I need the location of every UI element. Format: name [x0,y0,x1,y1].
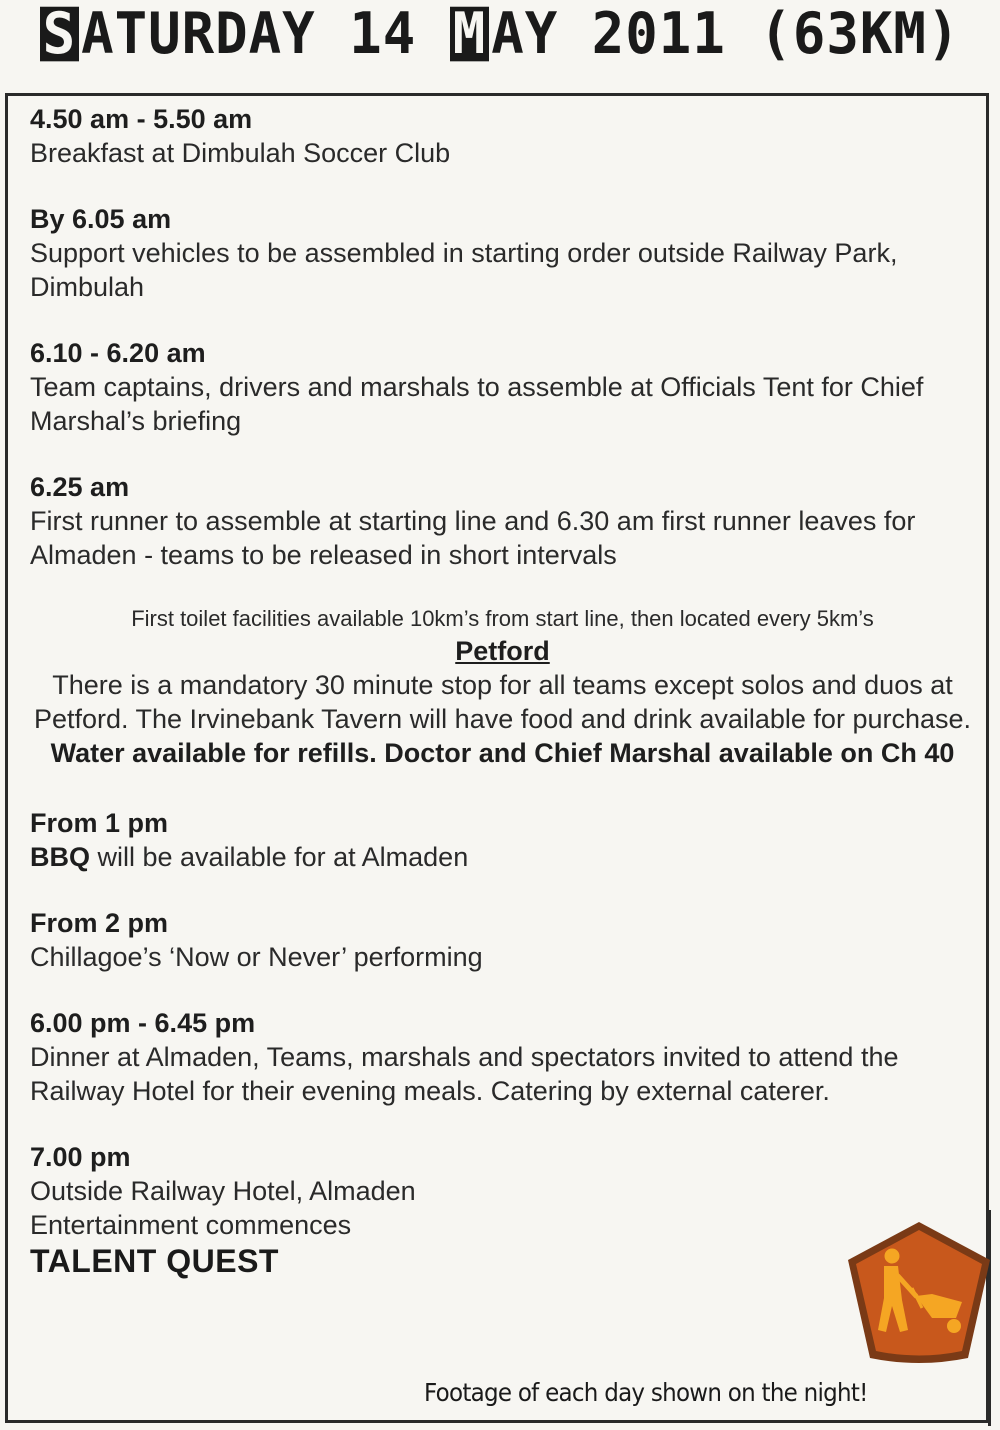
entry-desc: Dinner at Almaden, Teams, marshals and spectators invited to attend the Railway Hotel for their evening meals. Catering by external caterer. [30,1042,899,1106]
schedule-entry-dinner [30,1006,975,1108]
schedule-entry-evening [30,1140,975,1280]
schedule-entry-briefing [30,336,975,438]
petford-info: There is a mandatory 30 minute stop for all teams except solos and duos at Petford. The Irvinebank Tavern will have food and drink available for purchase. [33,670,972,734]
title-text-1: ATURDAY 14 [81,0,450,67]
talent-quest-heading: TALENT QUEST [30,1243,279,1279]
toilet-notice: First toilet facilities available 10km’s from start line, then located every 5km’s [131,606,874,631]
schedule-entry-breakfast [30,102,975,170]
title-initial-s: S [40,7,80,62]
entry-time: From 2 pm [30,908,169,938]
schedule-entry-vehicles [30,202,975,304]
petford-bold-info: Water available for refills. Doctor and Chief Marshal available on Ch 40 [50,738,955,768]
entry-desc: Team captains, drivers and marshals to assemble at Officials Tent for Chief Marshal’s briefing [30,372,924,436]
entry-time: 6.00 pm - 6.45 pm [30,1008,256,1038]
title-initial-m: M [450,7,490,62]
entry-desc: Breakfast at Dimbulah Soccer Club [30,138,451,168]
entry-time: From 1 pm [30,808,169,838]
schedule-entry-performance [30,906,975,974]
title-text-2: AY 2011 (63KM) [491,0,961,67]
petford-heading: Petford [455,636,550,666]
entry-time: 6.25 am [30,472,130,502]
entry-time: 7.00 pm [30,1142,131,1172]
entry-desc [30,840,975,874]
evening-location: Outside Railway Hotel, Almaden [30,1176,416,1206]
page-title [0,0,1000,66]
petford-text [30,668,975,770]
schedule-content [30,102,975,1280]
entry-desc: Support vehicles to be assembled in starting order outside Railway Park, Dimbulah [30,238,898,302]
entry-desc: First runner to assemble at starting line and 6.30 am first runner leaves for Almaden - teams to be released in short intervals [30,506,916,570]
entry-time: 4.50 am - 5.50 am [30,104,253,134]
bbq-desc: will be available for at Almaden [90,842,469,872]
entry-desc: Chillagoe’s ‘Now or Never’ performing [30,942,483,972]
evening-entertainment: Entertainment commences [30,1210,352,1240]
entry-time: 6.10 - 6.20 am [30,338,206,368]
bbq-label: BBQ [30,842,90,872]
schedule-entry-start [30,470,975,572]
schedule-entry-bbq [30,806,975,874]
entry-time: By 6.05 am [30,204,172,234]
footnote: Footage of each day shown on the night! [424,1378,868,1407]
worker-wheelbarrow-icon [842,1218,996,1368]
